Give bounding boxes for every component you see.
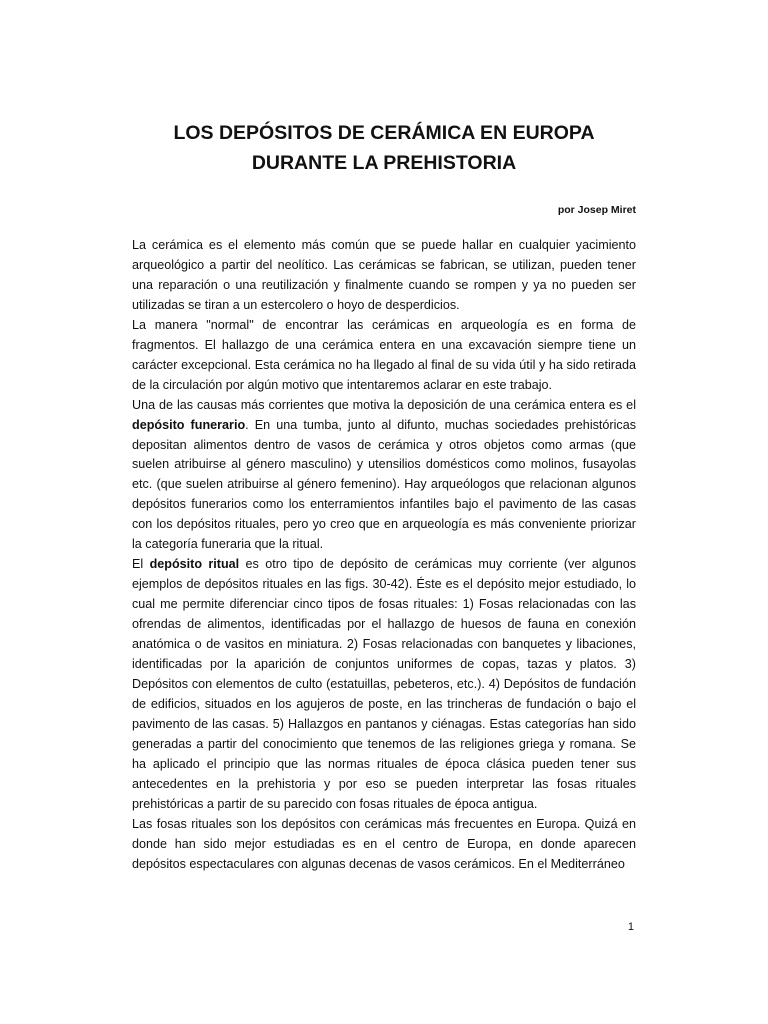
bold-term-deposito-funerario: depósito funerario — [132, 417, 246, 432]
paragraph-3-text-before: Una de las causas más corrientes que motiva la deposición de una cerámica entera es el — [132, 397, 636, 412]
bold-term-deposito-ritual: depósito ritual — [149, 557, 240, 572]
paragraph-4-text-after: es otro tipo de depósito de cerámicas muy corriente (ver algunos ejemplos de depósitos rituales en las figs. 30-42). Éste es el depósito mejor estudiado, lo cual me permite diferenciar cinco tipos de fosas rituales: 1) Fosas relacionadas con las ofrendas de alimentos, identificadas por el hallazgo de huesos de fauna en conexión anatómica o de vasitos en miniatura. 2) Fosas relacionadas con banquetes y libaciones, identificadas por la aparición de conjuntos uniformes de copas, tazas y platos. 3) Depósitos con elementos de culto (estatuillas, pebeteros, etc.). 4) Depósitos de fundación de edificios, situados en los agujeros de poste, en las trincheras de fundación o bajo el pavimento de las casas. 5) Hallazgos en pantanos y ciénagas. Estas categorías han sido generadas a partir del conocimiento que tenemos de las religiones griega y romana. Se ha aplicado el principio que las normas rituales de época clásica pueden tener sus antecedentes en la prehistoria y por eso se pueden interpretar las fosas rituales prehistóricas a partir de su parecido con fosas rituales de época antigua. — [132, 557, 637, 811]
page-number: 1 — [627, 921, 634, 933]
paragraph-4 — [132, 555, 636, 814]
document-title — [0, 118, 768, 178]
author-byline: por Josep Miret — [557, 204, 636, 216]
paragraph-3-text-after: . En una tumba, junto al difunto, muchas sociedades prehistóricas depositan alimentos dentro de vasos de cerámica y otros objetos como armas (que suelen atribuirse al género masculino) y utensilios domésticos como molinos, fusayolas etc. (que suelen atribuirse al género femenino). Hay arqueólogos que relacionan algunos depósitos funerarios como los enterramientos infantiles bajo el pavimento de las casas con los depósitos rituales, pero yo creo que en arqueología es más conveniente priorizar la categoría funeraria que la ritual. — [132, 417, 637, 552]
document-body — [132, 236, 636, 875]
title-line-2: DURANTE LA PREHISTORIA — [251, 152, 517, 174]
title-line-1: LOS DEPÓSITOS DE CERÁMICA EN EUROPA — [173, 122, 595, 144]
paragraph-5: Las fosas rituales son los depósitos con cerámicas más frecuentes en Europa. Quizá en donde han sido mejor estudiadas es en el centro de Europa, en donde aparecen depósitos espectaculares con algunas decenas de vasos cerámicos. En el Mediterráneo — [132, 816, 636, 871]
paragraph-2: La manera "normal" de encontrar las cerámicas en arqueología es en forma de fragmentos. El hallazgo de una cerámica entera en una excavación siempre tiene un carácter excepcional. Esta cerámica no ha llegado al final de su vida útil y ha sido retirada de la circulación por algún motivo que intentaremos aclarar en este trabajo. — [132, 317, 636, 392]
paragraph-1: La cerámica es el elemento más común que se puede hallar en cualquier yacimiento arqueológico a partir del neolítico. Las cerámicas se fabrican, se utilizan, pueden tener una reparación o una reutilización y finalmente cuando se rompen y ya no pueden ser utilizadas se tiran a un estercolero o hoyo de desperdicios. — [132, 238, 636, 312]
paragraph-3 — [132, 396, 636, 556]
paragraph-4-text-before: El — [132, 557, 150, 572]
